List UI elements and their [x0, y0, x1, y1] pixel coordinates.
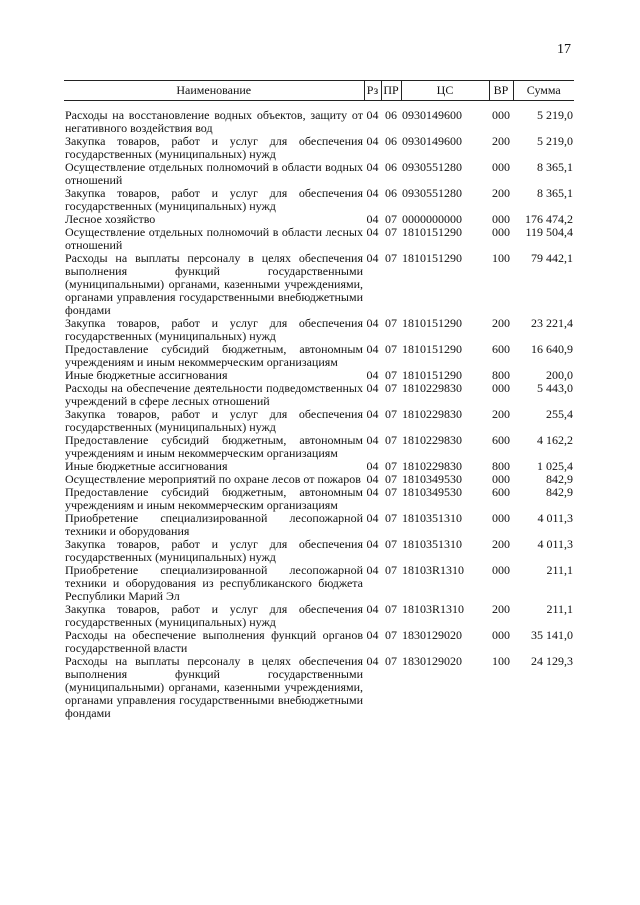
cell-name: Закупка товаров, работ и услуг для обеспечения государственных (муниципальных) нужд [65, 186, 363, 213]
cell-sum: 176 474,2 [525, 212, 573, 226]
cell-pr: 07 [385, 459, 397, 473]
cell-pr: 07 [385, 537, 397, 551]
cell-sum: 5 219,0 [537, 134, 573, 148]
cell-pr: 07 [385, 472, 397, 486]
cell-pr: 06 [385, 186, 397, 200]
cell-sum: 842,9 [546, 485, 573, 499]
column-header-pr: ПР [381, 81, 401, 101]
cell-sum: 24 129,3 [531, 654, 573, 668]
cell-rz: 04 [366, 251, 379, 265]
cell-vr: 200 [492, 134, 510, 148]
cell-sum: 211,1 [546, 563, 573, 577]
table-row [64, 603, 574, 629]
cell-cs: 1810349530 [402, 472, 462, 486]
cell-vr: 200 [492, 186, 510, 200]
cell-pr: 06 [385, 134, 397, 148]
table-row [64, 564, 574, 603]
cell-pr: 07 [385, 407, 397, 421]
table-row [64, 512, 574, 538]
cell-name: Осуществление отдельных полномочий в области водных отношений [65, 160, 363, 187]
cell-name: Расходы на обеспечение выполнения функций органов государственной власти [65, 628, 363, 655]
cell-rz: 04 [366, 212, 379, 226]
cell-sum: 1 025,4 [537, 459, 573, 473]
cell-cs: 18103R1310 [402, 602, 465, 616]
cell-vr: 000 [492, 212, 510, 226]
cell-rz: 04 [366, 433, 379, 447]
cell-name: Иные бюджетные ассигнования [65, 368, 228, 382]
cell-sum: 5 219,0 [537, 108, 573, 122]
cell-pr: 06 [385, 160, 397, 174]
cell-vr: 000 [492, 381, 510, 395]
cell-name: Иные бюджетные ассигнования [65, 459, 228, 473]
table-row [64, 187, 574, 213]
cell-rz: 04 [366, 225, 379, 239]
cell-cs: 1810229830 [402, 381, 462, 395]
cell-sum: 255,4 [546, 407, 573, 421]
cell-pr: 07 [385, 511, 397, 525]
column-header-vr: ВР [489, 81, 513, 101]
cell-sum: 4 011,3 [537, 511, 573, 525]
cell-name: Закупка товаров, работ и услуг для обеспечения государственных (муниципальных) нужд [65, 407, 363, 434]
cell-sum: 4 011,3 [537, 537, 573, 551]
cell-sum: 8 365,1 [537, 186, 573, 200]
column-header-rz: Рз [364, 81, 381, 101]
cell-pr: 07 [385, 485, 397, 499]
cell-pr: 07 [385, 563, 397, 577]
cell-sum: 16 640,9 [531, 342, 573, 356]
cell-rz: 04 [366, 342, 379, 356]
cell-pr: 07 [385, 251, 397, 265]
cell-pr: 07 [385, 225, 397, 239]
cell-vr: 200 [492, 537, 510, 551]
table-row [64, 408, 574, 434]
cell-pr: 07 [385, 654, 397, 668]
cell-cs: 1810151290 [402, 368, 462, 382]
cell-cs: 1810351310 [402, 511, 462, 525]
cell-sum: 4 162,2 [537, 433, 573, 447]
cell-cs: 18103R1310 [402, 563, 465, 577]
cell-vr: 600 [492, 342, 510, 356]
cell-cs: 0930149600 [402, 108, 462, 122]
column-header-name: Наименование [64, 81, 364, 101]
cell-vr: 200 [492, 602, 510, 616]
cell-vr: 000 [492, 563, 510, 577]
cell-vr: 100 [492, 251, 510, 265]
cell-vr: 200 [492, 407, 510, 421]
budget-table [64, 80, 574, 720]
table-row [64, 434, 574, 460]
table-row [64, 382, 574, 408]
cell-cs: 1810349530 [402, 485, 462, 499]
cell-rz: 04 [366, 511, 379, 525]
column-header-sum: Сумма [513, 81, 574, 101]
cell-pr: 07 [385, 212, 397, 226]
cell-cs: 1810151290 [402, 316, 462, 330]
cell-rz: 04 [366, 459, 379, 473]
cell-name: Предоставление субсидий бюджетным, автономным учреждениям и иным некоммерческим организациям [65, 485, 363, 512]
cell-name: Предоставление субсидий бюджетным, автономным учреждениям и иным некоммерческим организациям [65, 342, 363, 369]
cell-pr: 06 [385, 108, 397, 122]
table-row [64, 226, 574, 252]
cell-name: Расходы на восстановление водных объектов, защиту от негативного воздействия вод [65, 108, 363, 135]
cell-sum: 35 141,0 [531, 628, 573, 642]
cell-cs: 1810229830 [402, 433, 462, 447]
table-row [64, 135, 574, 161]
table-row [64, 486, 574, 512]
cell-vr: 600 [492, 433, 510, 447]
cell-rz: 04 [366, 381, 379, 395]
cell-sum: 23 221,4 [531, 316, 573, 330]
cell-vr: 800 [492, 368, 510, 382]
cell-rz: 04 [366, 602, 379, 616]
cell-name: Приобретение специализированной лесопожарной техники и оборудования из республиканского бюджета Республики Марий Эл [65, 563, 363, 603]
cell-name: Расходы на обеспечение деятельности подведомственных учреждений в сфере лесных отношений [65, 381, 363, 408]
cell-rz: 04 [366, 485, 379, 499]
cell-rz: 04 [366, 186, 379, 200]
cell-rz: 04 [366, 316, 379, 330]
cell-cs: 0930149600 [402, 134, 462, 148]
cell-name: Лесное хозяйство [65, 212, 156, 226]
cell-name: Закупка товаров, работ и услуг для обеспечения государственных (муниципальных) нужд [65, 537, 363, 564]
cell-rz: 04 [366, 134, 379, 148]
table-row [64, 629, 574, 655]
cell-rz: 04 [366, 563, 379, 577]
cell-rz: 04 [366, 654, 379, 668]
cell-pr: 07 [385, 342, 397, 356]
cell-rz: 04 [366, 628, 379, 642]
table-row [64, 343, 574, 369]
cell-rz: 04 [366, 108, 379, 122]
table-row [64, 655, 574, 720]
cell-cs: 0000000000 [402, 212, 462, 226]
cell-rz: 04 [366, 368, 379, 382]
cell-cs: 0930551280 [402, 186, 462, 200]
cell-cs: 0930551280 [402, 160, 462, 174]
cell-rz: 04 [366, 160, 379, 174]
cell-pr: 07 [385, 433, 397, 447]
cell-name: Расходы на выплаты персоналу в целях обеспечения выполнения функций государственными (муниципальными) органами, казенными учреждениями, органами управления государственными внебюджетными фондами [65, 251, 363, 317]
cell-name: Приобретение специализированной лесопожарной техники и оборудования [65, 511, 363, 538]
cell-cs: 1830129020 [402, 628, 462, 642]
table-row [64, 161, 574, 187]
cell-name: Закупка товаров, работ и услуг для обеспечения государственных (муниципальных) нужд [65, 134, 363, 161]
cell-rz: 04 [366, 472, 379, 486]
cell-pr: 07 [385, 602, 397, 616]
cell-pr: 07 [385, 368, 397, 382]
cell-vr: 000 [492, 472, 510, 486]
cell-sum: 211,1 [546, 602, 573, 616]
cell-vr: 000 [492, 511, 510, 525]
table-row [64, 252, 574, 317]
cell-cs: 1810351310 [402, 537, 462, 551]
cell-sum: 842,9 [546, 472, 573, 486]
cell-vr: 000 [492, 628, 510, 642]
cell-name: Осуществление мероприятий по охране лесов от пожаров [65, 472, 361, 486]
cell-name: Осуществление отдельных полномочий в области лесных отношений [65, 225, 363, 252]
cell-sum: 79 442,1 [531, 251, 573, 265]
cell-name: Предоставление субсидий бюджетным, автономным учреждениям и иным некоммерческим организациям [65, 433, 363, 460]
cell-sum: 5 443,0 [537, 381, 573, 395]
cell-cs: 1810151290 [402, 342, 462, 356]
table-row [64, 317, 574, 343]
cell-cs: 1810151290 [402, 251, 462, 265]
cell-sum: 8 365,1 [537, 160, 573, 174]
cell-cs: 1810229830 [402, 407, 462, 421]
cell-vr: 100 [492, 654, 510, 668]
cell-rz: 04 [366, 537, 379, 551]
table-row [64, 538, 574, 564]
cell-vr: 800 [492, 459, 510, 473]
cell-pr: 07 [385, 381, 397, 395]
cell-vr: 000 [492, 225, 510, 239]
cell-vr: 200 [492, 316, 510, 330]
cell-vr: 000 [492, 160, 510, 174]
cell-pr: 07 [385, 628, 397, 642]
cell-cs: 1810151290 [402, 225, 462, 239]
cell-sum: 119 504,4 [525, 225, 573, 239]
cell-name: Закупка товаров, работ и услуг для обеспечения государственных (муниципальных) нужд [65, 602, 363, 629]
column-header-cs: ЦС [401, 81, 489, 101]
cell-vr: 600 [492, 485, 510, 499]
page-number: 17 [557, 42, 571, 57]
cell-rz: 04 [366, 407, 379, 421]
cell-cs: 1830129020 [402, 654, 462, 668]
cell-name: Закупка товаров, работ и услуг для обеспечения государственных (муниципальных) нужд [65, 316, 363, 343]
table-header-row [64, 81, 574, 101]
cell-pr: 07 [385, 316, 397, 330]
cell-cs: 1810229830 [402, 459, 462, 473]
cell-name: Расходы на выплаты персоналу в целях обеспечения выполнения функций государственными (муниципальными) органами, казенными учреждениями, органами управления государственными внебюджетными фондами [65, 654, 363, 720]
cell-vr: 000 [492, 108, 510, 122]
table-row [64, 101, 574, 136]
cell-sum: 200,0 [546, 368, 573, 382]
